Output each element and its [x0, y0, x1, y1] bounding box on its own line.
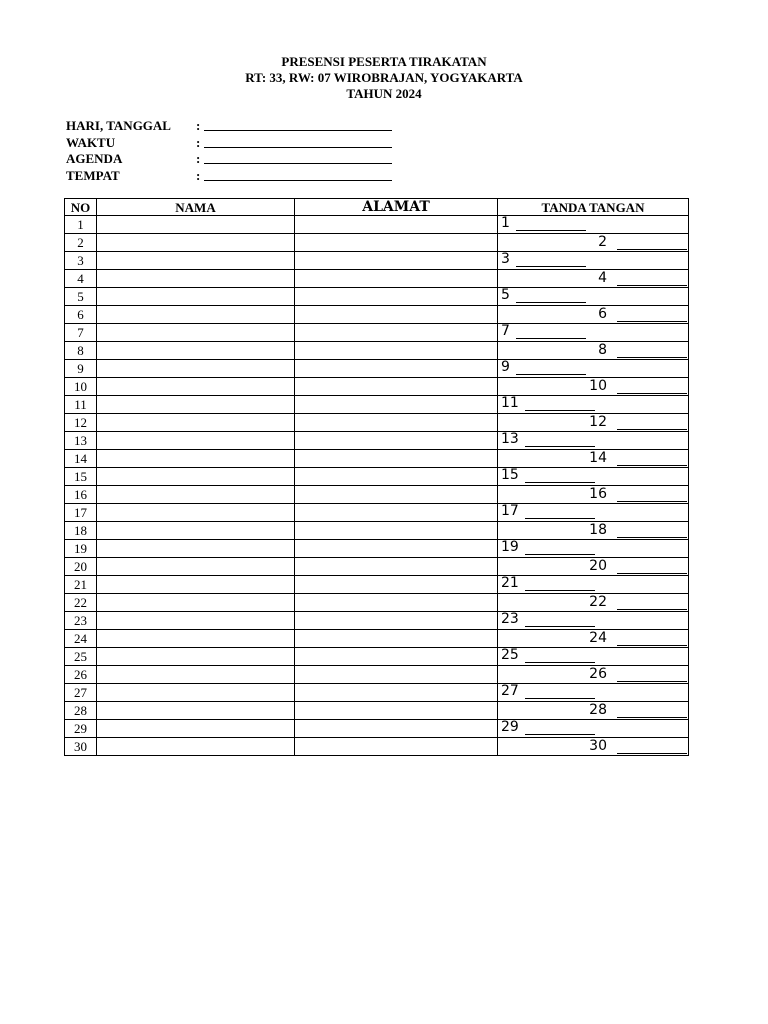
name-cell[interactable] — [97, 594, 295, 612]
signature-slot[interactable] — [501, 323, 586, 339]
signature-cell[interactable] — [498, 216, 689, 234]
date-blank[interactable] — [204, 118, 392, 131]
table-row — [65, 720, 689, 738]
signature-number: 5 — [501, 287, 510, 303]
name-cell[interactable] — [97, 630, 295, 648]
signature-number: 26 — [589, 666, 607, 682]
signature-cell[interactable] — [498, 432, 689, 450]
signature-slot[interactable] — [589, 666, 687, 682]
table-row — [65, 468, 689, 486]
signature-slot[interactable] — [501, 683, 595, 699]
time-label: WAKTU — [66, 134, 116, 150]
table-row — [65, 414, 689, 432]
signature-number: 11 — [501, 395, 519, 411]
signature-cell[interactable] — [498, 540, 689, 558]
address-cell[interactable] — [295, 252, 498, 270]
row-number: 8 — [65, 342, 97, 360]
table-row — [65, 666, 689, 684]
signature-line[interactable] — [617, 705, 687, 718]
signature-number: 30 — [589, 738, 607, 754]
row-number: 21 — [65, 576, 97, 594]
date-field[interactable] — [66, 118, 392, 135]
signature-slot[interactable] — [589, 594, 687, 610]
column-header-tanda-tangan: TANDA TANGAN — [498, 199, 689, 216]
name-cell[interactable] — [97, 378, 295, 396]
signature-line[interactable] — [617, 633, 687, 646]
table-row — [65, 486, 689, 504]
signature-cell[interactable] — [498, 360, 689, 378]
address-cell[interactable] — [295, 504, 498, 522]
signature-number: 27 — [501, 683, 519, 699]
signature-number: 23 — [501, 611, 519, 627]
signature-cell[interactable] — [498, 342, 689, 360]
signature-slot[interactable] — [598, 306, 687, 322]
signature-slot[interactable] — [501, 575, 595, 591]
signature-slot[interactable] — [501, 431, 595, 447]
signature-cell[interactable] — [498, 234, 689, 252]
address-cell[interactable] — [295, 666, 498, 684]
signature-slot[interactable] — [589, 414, 687, 430]
signature-number: 2 — [598, 234, 607, 250]
signature-slot[interactable] — [589, 630, 687, 646]
signature-line[interactable] — [617, 273, 687, 286]
row-number: 26 — [65, 666, 97, 684]
place-field[interactable] — [66, 168, 392, 185]
signature-slot[interactable] — [589, 522, 687, 538]
name-cell[interactable] — [97, 234, 295, 252]
signature-slot[interactable] — [589, 558, 687, 574]
signature-number: 18 — [589, 522, 607, 538]
signature-number: 8 — [598, 342, 607, 358]
document-title: PRESENSI PESERTA TIRAKATAN — [281, 54, 487, 69]
table-row — [65, 702, 689, 720]
signature-line[interactable] — [617, 417, 687, 430]
signature-line[interactable] — [617, 525, 687, 538]
signature-cell[interactable] — [498, 306, 689, 324]
name-cell[interactable] — [97, 396, 295, 414]
table-row — [65, 288, 689, 306]
signature-number: 9 — [501, 359, 510, 375]
agenda-blank[interactable] — [204, 151, 392, 164]
signature-number: 3 — [501, 251, 510, 267]
signature-number: 28 — [589, 702, 607, 718]
name-cell[interactable] — [97, 684, 295, 702]
signature-slot[interactable] — [501, 503, 595, 519]
signature-line[interactable] — [516, 290, 586, 303]
name-cell[interactable] — [97, 252, 295, 270]
row-number: 9 — [65, 360, 97, 378]
signature-number: 15 — [501, 467, 519, 483]
document-subtitle: RT: 33, RW: 07 WIROBRAJAN, YOGYAKARTA — [245, 70, 523, 85]
signature-cell[interactable] — [498, 252, 689, 270]
address-cell[interactable] — [295, 360, 498, 378]
name-cell[interactable] — [97, 666, 295, 684]
table-row — [65, 576, 689, 594]
name-cell[interactable] — [97, 450, 295, 468]
signature-slot[interactable] — [501, 359, 586, 375]
signature-number: 17 — [501, 503, 519, 519]
signature-slot[interactable] — [598, 342, 687, 358]
table-row — [65, 558, 689, 576]
name-cell[interactable] — [97, 648, 295, 666]
table-row — [65, 540, 689, 558]
name-cell[interactable] — [97, 414, 295, 432]
row-number: 24 — [65, 630, 97, 648]
signature-line[interactable] — [617, 741, 687, 754]
signature-cell[interactable] — [498, 270, 689, 288]
address-cell[interactable] — [295, 270, 498, 288]
name-cell[interactable] — [97, 540, 295, 558]
column-header-no: NO — [65, 199, 97, 216]
signature-slot[interactable] — [598, 270, 687, 286]
signature-line[interactable] — [525, 578, 595, 591]
signature-number: 14 — [589, 450, 607, 466]
signature-line[interactable] — [516, 218, 586, 231]
signature-line[interactable] — [617, 597, 687, 610]
table-row — [65, 378, 689, 396]
table-row — [65, 234, 689, 252]
signature-line[interactable] — [516, 326, 586, 339]
name-cell[interactable] — [97, 468, 295, 486]
signature-line[interactable] — [617, 345, 687, 358]
signature-line[interactable] — [525, 542, 595, 555]
signature-number: 4 — [598, 270, 607, 286]
signature-slot[interactable] — [501, 251, 586, 267]
address-cell[interactable] — [295, 378, 498, 396]
signature-slot[interactable] — [501, 647, 595, 663]
column-header-nama: NAMA — [97, 199, 295, 216]
name-cell[interactable] — [97, 432, 295, 450]
signature-cell[interactable] — [498, 522, 689, 540]
name-cell[interactable] — [97, 288, 295, 306]
signature-line[interactable] — [525, 470, 595, 483]
signature-number: 21 — [501, 575, 519, 591]
signature-line[interactable] — [525, 398, 595, 411]
address-cell[interactable] — [295, 414, 498, 432]
address-cell[interactable] — [295, 684, 498, 702]
table-row — [65, 432, 689, 450]
signature-line[interactable] — [516, 254, 586, 267]
date-label: HARI, TANGGAL — [66, 118, 171, 133]
row-number: 23 — [65, 612, 97, 630]
signature-line[interactable] — [617, 561, 687, 574]
signature-cell[interactable] — [498, 594, 689, 612]
signature-number: 12 — [589, 414, 607, 430]
address-cell[interactable] — [295, 576, 498, 594]
table-row — [65, 648, 689, 666]
time-colon: : — [196, 134, 201, 150]
signature-number: 16 — [589, 486, 607, 502]
address-cell[interactable] — [295, 450, 498, 468]
signature-slot[interactable] — [589, 486, 687, 502]
address-cell[interactable] — [295, 594, 498, 612]
name-cell[interactable] — [97, 342, 295, 360]
name-cell[interactable] — [97, 558, 295, 576]
document-year: TAHUN 2024 — [346, 86, 422, 101]
signature-cell[interactable] — [498, 468, 689, 486]
signature-number: 7 — [501, 323, 510, 339]
table-row — [65, 504, 689, 522]
address-cell[interactable] — [295, 702, 498, 720]
address-cell[interactable] — [295, 468, 498, 486]
signature-slot[interactable] — [589, 738, 687, 754]
row-number: 18 — [65, 522, 97, 540]
table-row — [65, 270, 689, 288]
table-row — [65, 612, 689, 630]
signature-number: 10 — [589, 378, 607, 394]
address-cell[interactable] — [295, 306, 498, 324]
address-cell[interactable] — [295, 648, 498, 666]
row-number: 25 — [65, 648, 97, 666]
signature-cell[interactable] — [498, 486, 689, 504]
signature-slot[interactable] — [501, 539, 595, 555]
name-cell[interactable] — [97, 612, 295, 630]
name-cell[interactable] — [97, 702, 295, 720]
row-number: 29 — [65, 720, 97, 738]
signature-cell[interactable] — [498, 630, 689, 648]
table-row — [65, 396, 689, 414]
address-cell[interactable] — [295, 612, 498, 630]
signature-line[interactable] — [525, 686, 595, 699]
name-cell[interactable] — [97, 360, 295, 378]
signature-slot[interactable] — [589, 450, 687, 466]
row-number: 1 — [65, 216, 97, 234]
date-colon: : — [196, 118, 201, 133]
signature-line[interactable] — [516, 362, 586, 375]
signature-number: 19 — [501, 539, 519, 555]
row-number: 7 — [65, 324, 97, 342]
signature-slot[interactable] — [589, 702, 687, 718]
table-row — [65, 522, 689, 540]
table-row — [65, 594, 689, 612]
agenda-label: AGENDA — [66, 151, 123, 166]
signature-number: 22 — [589, 594, 607, 610]
address-cell[interactable] — [295, 324, 498, 342]
row-number: 15 — [65, 468, 97, 486]
signature-slot[interactable] — [501, 719, 595, 735]
name-cell[interactable] — [97, 504, 295, 522]
attendance-table — [64, 198, 689, 756]
address-cell[interactable] — [295, 738, 498, 756]
signature-cell[interactable] — [498, 558, 689, 576]
row-number: 11 — [65, 396, 97, 414]
signature-line[interactable] — [617, 453, 687, 466]
signature-cell[interactable] — [498, 702, 689, 720]
row-number: 22 — [65, 594, 97, 612]
signature-number: 24 — [589, 630, 607, 646]
place-blank[interactable] — [204, 168, 392, 181]
row-number: 19 — [65, 540, 97, 558]
row-number: 5 — [65, 288, 97, 306]
signature-line[interactable] — [617, 237, 687, 250]
row-number: 30 — [65, 738, 97, 756]
row-number: 3 — [65, 252, 97, 270]
name-cell[interactable] — [97, 576, 295, 594]
signature-cell[interactable] — [498, 414, 689, 432]
signature-number: 29 — [501, 719, 519, 735]
signature-line[interactable] — [617, 381, 687, 394]
address-cell[interactable] — [295, 396, 498, 414]
table-row — [65, 216, 689, 234]
address-cell[interactable] — [295, 540, 498, 558]
table-row — [65, 342, 689, 360]
signature-cell[interactable] — [498, 288, 689, 306]
name-cell[interactable] — [97, 306, 295, 324]
name-cell[interactable] — [97, 270, 295, 288]
place-colon: : — [196, 167, 201, 183]
row-number: 14 — [65, 450, 97, 468]
table-row — [65, 324, 689, 342]
row-number: 20 — [65, 558, 97, 576]
row-number: 10 — [65, 378, 97, 396]
signature-cell[interactable] — [498, 504, 689, 522]
row-number: 27 — [65, 684, 97, 702]
signature-line[interactable] — [617, 489, 687, 502]
signature-cell[interactable] — [498, 324, 689, 342]
agenda-field[interactable] — [66, 151, 392, 168]
signature-line[interactable] — [525, 650, 595, 663]
row-number: 17 — [65, 504, 97, 522]
row-number: 16 — [65, 486, 97, 504]
row-number: 13 — [65, 432, 97, 450]
agenda-colon: : — [196, 151, 201, 166]
time-field[interactable] — [66, 135, 392, 152]
signature-line[interactable] — [525, 722, 595, 735]
table-row — [65, 360, 689, 378]
address-cell[interactable] — [295, 630, 498, 648]
signature-cell[interactable] — [498, 738, 689, 756]
table-row — [65, 738, 689, 756]
signature-cell[interactable] — [498, 378, 689, 396]
row-number: 12 — [65, 414, 97, 432]
signature-number: 1 — [501, 215, 510, 231]
signature-line[interactable] — [525, 506, 595, 519]
address-cell[interactable] — [295, 288, 498, 306]
signature-cell[interactable] — [498, 648, 689, 666]
event-info — [66, 118, 392, 184]
address-cell[interactable] — [295, 486, 498, 504]
address-cell[interactable] — [295, 432, 498, 450]
signature-cell[interactable] — [498, 684, 689, 702]
signature-slot[interactable] — [501, 287, 586, 303]
row-number: 28 — [65, 702, 97, 720]
time-blank[interactable] — [204, 135, 392, 148]
signature-line[interactable] — [525, 434, 595, 447]
row-number: 4 — [65, 270, 97, 288]
address-cell[interactable] — [295, 558, 498, 576]
signature-slot[interactable] — [598, 234, 687, 250]
table-header-row — [65, 199, 689, 216]
signature-cell[interactable] — [498, 396, 689, 414]
table-row — [65, 684, 689, 702]
signature-cell[interactable] — [498, 720, 689, 738]
name-cell[interactable] — [97, 522, 295, 540]
table-row — [65, 252, 689, 270]
signature-slot[interactable] — [501, 215, 586, 231]
table-row — [65, 630, 689, 648]
name-cell[interactable] — [97, 324, 295, 342]
place-label: TEMPAT — [66, 167, 120, 183]
address-cell[interactable] — [295, 234, 498, 252]
row-number: 2 — [65, 234, 97, 252]
name-cell[interactable] — [97, 738, 295, 756]
signature-line[interactable] — [617, 309, 687, 322]
name-cell[interactable] — [97, 216, 295, 234]
signature-number: 6 — [598, 306, 607, 322]
row-number: 6 — [65, 306, 97, 324]
signature-number: 20 — [589, 558, 607, 574]
table-row — [65, 450, 689, 468]
signature-slot[interactable] — [501, 395, 595, 411]
signature-cell[interactable] — [498, 612, 689, 630]
table-row — [65, 306, 689, 324]
signature-slot[interactable] — [589, 378, 687, 394]
signature-cell[interactable] — [498, 666, 689, 684]
address-cell[interactable] — [295, 522, 498, 540]
name-cell[interactable] — [97, 486, 295, 504]
address-cell[interactable] — [295, 342, 498, 360]
signature-line[interactable] — [525, 614, 595, 627]
address-cell[interactable] — [295, 720, 498, 738]
signature-slot[interactable] — [501, 611, 595, 627]
signature-number: 25 — [501, 647, 519, 663]
document-header — [0, 54, 768, 102]
signature-number: 13 — [501, 431, 519, 447]
signature-slot[interactable] — [501, 467, 595, 483]
signature-line[interactable] — [617, 669, 687, 682]
name-cell[interactable] — [97, 720, 295, 738]
signature-cell[interactable] — [498, 450, 689, 468]
signature-cell[interactable] — [498, 576, 689, 594]
column-header-alamat: ALAMAT — [295, 199, 498, 216]
address-cell[interactable] — [295, 216, 498, 234]
